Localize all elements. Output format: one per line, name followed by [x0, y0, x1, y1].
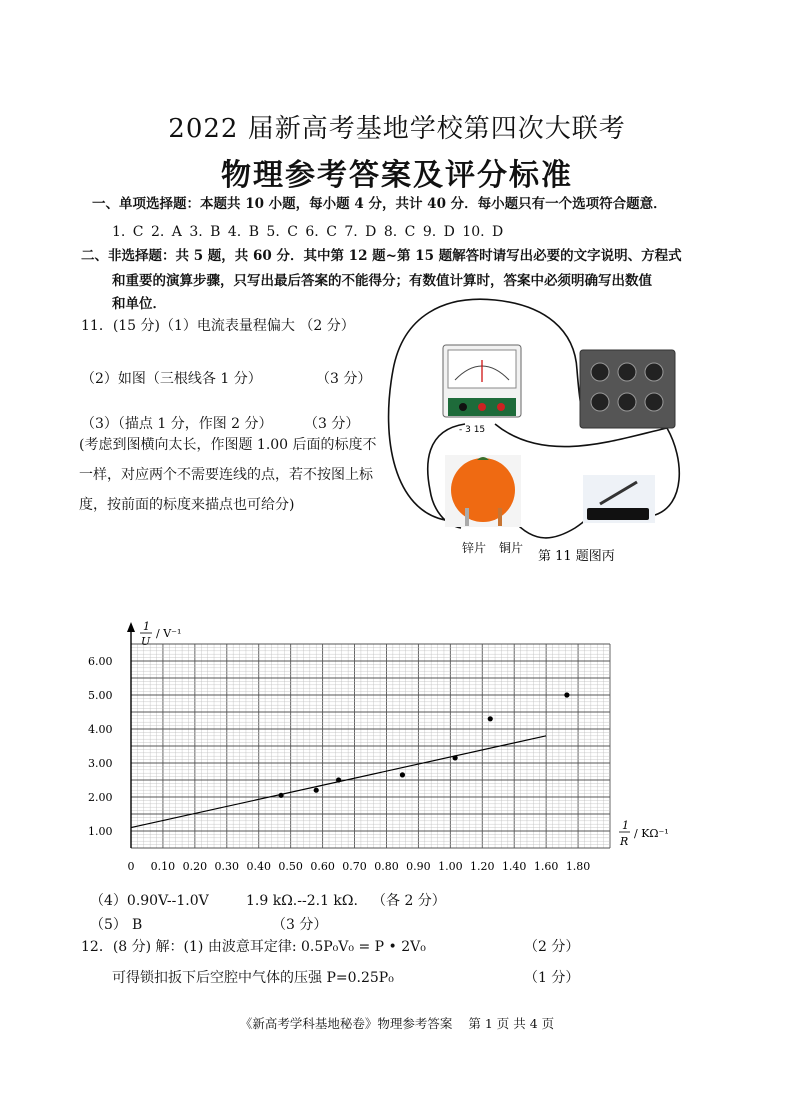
footer-page-number: 第 1 页 共 4 页 — [468, 1016, 555, 1031]
y-label-unit: / V⁻¹ — [156, 627, 182, 640]
meter-terminal-neg — [459, 403, 467, 411]
y-label-numerator: 1 — [143, 620, 150, 633]
box-knob-3 — [645, 363, 663, 381]
q11-part3-score: （3 分） — [304, 416, 360, 432]
zinc-electrode — [465, 508, 469, 526]
chart-grid — [131, 644, 610, 848]
y-tick-label: 1.00 — [88, 825, 113, 838]
y-axis-arrow — [127, 622, 135, 632]
box-knob-5 — [618, 393, 636, 411]
meter-terminal-labels: - 3 15 — [459, 425, 486, 435]
q11-part5-answer: B — [132, 917, 143, 933]
document-title: 物理参考答案及评分标准 — [221, 158, 573, 193]
q11-part2-score: （3 分） — [316, 371, 372, 387]
data-point — [453, 755, 458, 760]
y-tick-label: 4.00 — [88, 723, 113, 736]
chart-points — [278, 692, 569, 798]
page-footer — [0, 1014, 794, 1032]
x-tick-label: 1.40 — [501, 860, 527, 873]
section1-answers: 1. C 2. A 3. B 4. B 5. C 6. C 7. D 8. C 9. D 10. D — [112, 224, 504, 240]
q11-part4-score: （各 2 分） — [372, 893, 446, 909]
meter-terminal-15 — [497, 403, 505, 411]
data-point — [336, 777, 341, 782]
figure-caption: 第 11 题图丙 — [538, 549, 615, 564]
data-point — [488, 716, 493, 721]
q12-line1: 12．(8 分) 解：(1) 由波意耳定律: 0.5P₀V₀ = P • 2V₀ — [81, 939, 426, 955]
data-point — [564, 692, 569, 697]
q11-part4-b: 1.9 kΩ.--2.1 kΩ. — [246, 893, 358, 909]
q12-line1-score: （2 分） — [524, 939, 580, 955]
copper-electrode — [498, 508, 502, 526]
section2-heading-line1: 二、非选择题：共 5 题，共 60 分．其中第 12 题~第 15 题解答时请写出必要的文字说明、方程式 — [81, 248, 682, 264]
data-point — [400, 772, 405, 777]
section1-heading: 一、单项选择题：本题共 10 小题，每小题 4 分，共计 40 分．每小题只有一个选项符合题意． — [92, 196, 667, 212]
footer-source: 《新高考学科基地秘卷》物理参考答案 — [239, 1016, 453, 1031]
q11-part2: （2）如图（三根线各 1 分） — [81, 371, 262, 387]
data-point — [278, 793, 283, 798]
y-tick-label: 2.00 — [88, 791, 113, 804]
x-tick-label: 0.70 — [342, 860, 367, 873]
section2-heading-line2: 和重要的演算步骤，只写出最后答案的不能得分；有数值计算时，答案中必须明确写出数值 — [112, 273, 652, 289]
x-tick-label: 1.60 — [533, 860, 559, 873]
q12-line2-score: （1 分） — [524, 970, 580, 986]
x-label-unit: / KΩ⁻¹ — [634, 827, 669, 840]
section2-heading-line3: 和单位． — [112, 296, 166, 312]
x-tick-label: 0.40 — [246, 860, 271, 873]
q11-part5: （5） — [90, 917, 127, 933]
y-tick-label: 5.00 — [88, 689, 113, 702]
y-label-denominator: U — [141, 635, 151, 648]
q11-part4: （4）0.90V--1.0V — [90, 893, 209, 909]
q11-part1: 11．(15 分)（1）电流表量程偏大 （2 分） — [81, 318, 355, 334]
y-tick-label: 3.00 — [88, 757, 113, 770]
box-knob-6 — [645, 393, 663, 411]
box-knob-1 — [591, 363, 609, 381]
exam-title: 2022 届新高考基地学校第四次大联考 — [168, 114, 626, 144]
scatter-chart — [88, 618, 678, 880]
box-knob-2 — [618, 363, 636, 381]
copper-label: 铜片 — [499, 541, 524, 555]
orange-fruit — [451, 458, 515, 522]
x-tick-label: 0 — [127, 860, 135, 873]
x-label-denominator: R — [620, 835, 629, 848]
data-point — [314, 788, 319, 793]
q11-part3: （3）（描点 1 分，作图 2 分） — [81, 416, 273, 432]
q11-part5-score: （3 分） — [272, 917, 328, 933]
x-tick-label: 0.20 — [182, 860, 208, 873]
x-tick-label: 0.90 — [406, 860, 431, 873]
x-label-numerator: 1 — [622, 819, 629, 832]
q11-note: (考虑到图横向太长，作图题 1.00 后面的标度不一样，对应两个不需要连线的点，若不按图上标度，按前面的标度来描点也可给分) — [79, 437, 377, 513]
meter-terminal-3 — [478, 403, 486, 411]
resistance-box — [580, 350, 675, 428]
x-tick-label: 1.20 — [470, 860, 495, 873]
box-knob-4 — [591, 393, 609, 411]
chart-x-ticks — [128, 860, 591, 873]
x-tick-label: 0.50 — [278, 860, 303, 873]
x-tick-label: 0.80 — [374, 860, 399, 873]
zinc-label: 锌片 — [462, 541, 487, 555]
x-tick-label: 0.30 — [214, 860, 240, 873]
x-tick-label: 0.10 — [150, 860, 176, 873]
x-tick-label: 0.60 — [310, 860, 335, 873]
x-tick-label: 1.80 — [565, 860, 591, 873]
circuit-figure — [385, 290, 695, 575]
q12-line2: 可得锁扣扳下后空腔中气体的压强 P=0.25P₀ — [112, 970, 394, 986]
switch-base — [587, 508, 649, 520]
y-tick-label: 6.00 — [88, 655, 113, 668]
x-tick-label: 1.00 — [438, 860, 463, 873]
chart-y-ticks — [88, 655, 113, 838]
